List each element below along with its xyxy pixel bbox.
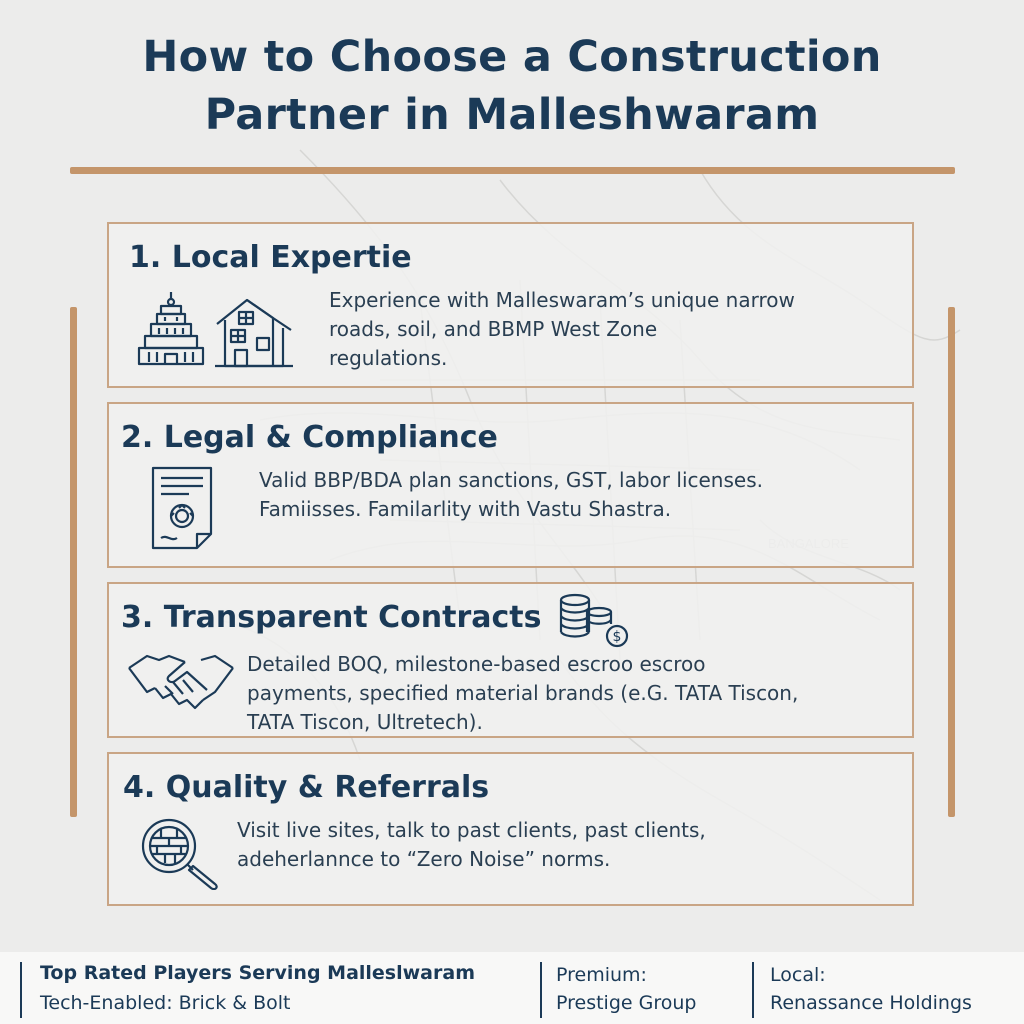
card-description	[247, 650, 798, 737]
title-line-2: Partner in Malleshwaram	[204, 90, 820, 140]
footer-local-value: Renassance Holdings	[770, 992, 972, 1014]
handshake-icon	[125, 648, 237, 718]
title-line-1: How to Choose a Construction	[142, 32, 882, 82]
card-title: 4. Quality & Referrals	[123, 770, 490, 805]
footer-divider	[540, 962, 542, 1018]
svg-text:$: $	[612, 629, 622, 645]
card-description	[259, 466, 763, 524]
footer-premium-label: Premium:	[556, 964, 647, 986]
description-line: Famiisses. Familarlity with Vastu Shastra.	[259, 497, 672, 521]
card-title: 2. Legal & Compliance	[121, 420, 498, 455]
description-line: payments, specified material brands (e.G. TATA Tiscon,	[247, 681, 799, 705]
left-accent-bar	[70, 307, 77, 817]
footer-divider	[752, 962, 754, 1018]
card-local-expertise	[107, 222, 914, 388]
footer-tech-label: Tech-Enabled: Brick & Bolt	[40, 992, 291, 1014]
temple-icon	[135, 290, 207, 366]
certificate-icon	[149, 464, 215, 552]
description-line: TATA Tiscon, Ultretech).	[247, 710, 483, 734]
card-title: 1. Local Expertie	[129, 240, 412, 275]
right-accent-bar	[948, 307, 955, 817]
footer-left-edge	[20, 962, 22, 1018]
description-line: regulations.	[329, 346, 448, 370]
description-line: Visit live sites, talk to past clients, past clients,	[237, 818, 706, 842]
house-icon	[213, 294, 295, 368]
description-line: adeherlannce to “Zero Noise” norms.	[237, 847, 611, 871]
footer-heading: Top Rated Players Serving Malleslwaram	[40, 962, 475, 984]
card-legal-compliance	[107, 402, 914, 568]
page-title	[0, 28, 1024, 144]
card-quality-referrals	[107, 752, 914, 906]
card-transparent-contracts	[107, 582, 914, 738]
card-title: 3. Transparent Contracts	[121, 600, 542, 635]
footer-premium-value: Prestige Group	[556, 992, 697, 1014]
description-line: Detailed BOQ, milestone-based escroo escroo	[247, 652, 706, 676]
card-description	[237, 816, 706, 874]
description-line: roads, soil, and BBMP West Zone	[329, 317, 658, 341]
description-line: Experience with Malleswaram’s unique narrow	[329, 288, 795, 312]
footer-local-label: Local:	[770, 964, 826, 986]
coins-icon	[555, 590, 633, 648]
magnifier-brick-icon	[135, 814, 223, 890]
description-line: Valid BBP/BDA plan sanctions, GST, labor licenses.	[259, 468, 763, 492]
title-divider	[70, 167, 955, 174]
card-description	[329, 286, 795, 373]
